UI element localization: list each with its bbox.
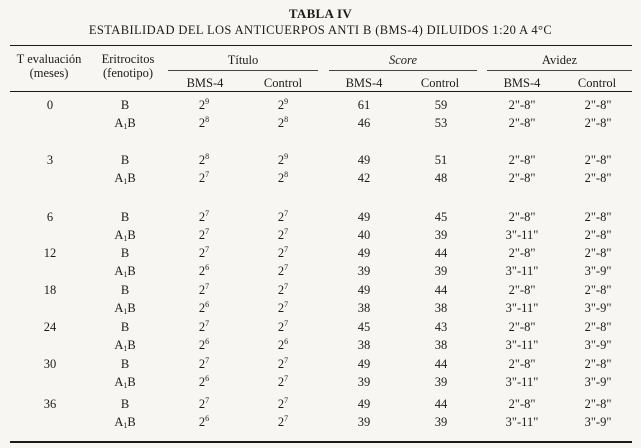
exponent: 9 xyxy=(205,97,210,106)
avidez-bms4-cell: 2"-8" xyxy=(508,357,536,371)
score-bms4-cell: 49 xyxy=(357,153,371,167)
header-score-bms4: BMS-4 xyxy=(345,76,383,90)
exponent: 7 xyxy=(205,227,210,236)
phenotype-subscript: 1 xyxy=(123,307,128,316)
titulo-bms4-cell: $2^7$ xyxy=(198,170,210,185)
phenotype-subscript: 1 xyxy=(123,234,128,243)
phenotype-subscript: 1 xyxy=(123,421,128,430)
score-control-cell: 44 xyxy=(434,283,448,297)
phenotype-cell: B xyxy=(120,98,130,112)
exponent: 6 xyxy=(205,300,210,309)
exponent: 7 xyxy=(284,209,289,218)
score-bms4-cell: 49 xyxy=(357,283,371,297)
titulo-control-cell: $2^7$ xyxy=(277,263,289,278)
score-bms4-cell: 49 xyxy=(357,246,371,260)
header-avidez: Avidez xyxy=(541,53,578,67)
avidez-bms4-cell: 3"-11" xyxy=(505,301,539,315)
months-cell: 12 xyxy=(43,246,57,260)
header-avidez-control: Control xyxy=(577,76,617,90)
avidez-control-cell: 3"-9" xyxy=(584,301,612,315)
exponent: 9 xyxy=(284,152,289,161)
score-control-cell: 45 xyxy=(434,210,448,224)
exponent: 8 xyxy=(284,170,289,179)
months-cell: 24 xyxy=(43,320,57,334)
phenotype-cell: B xyxy=(120,210,130,224)
score-control-cell: 48 xyxy=(434,171,448,185)
exponent: 6 xyxy=(205,414,210,423)
exponent: 7 xyxy=(284,414,289,423)
table-title: TABLA IV xyxy=(288,6,353,21)
header-score: Score xyxy=(389,53,417,67)
avidez-control-cell: 2"-8" xyxy=(584,397,612,411)
exponent: 8 xyxy=(205,115,210,124)
avidez-control-cell: 2"-8" xyxy=(584,320,612,334)
avidez-bms4-cell: 3"-11" xyxy=(505,264,539,278)
titulo-bms4-cell: $2^7$ xyxy=(198,356,210,371)
score-control-cell: 39 xyxy=(434,228,448,242)
avidez-bms4-cell: 2"-8" xyxy=(508,116,536,130)
phenotype-cell: $A_1B$ xyxy=(114,228,136,243)
exponent: 7 xyxy=(284,263,289,272)
avidez-bms4-cell: 2"-8" xyxy=(508,210,536,224)
exponent: 9 xyxy=(284,97,289,106)
header-t-evaluacion-line1: T evaluación xyxy=(16,52,82,66)
avidez-control-cell: 2"-8" xyxy=(584,98,612,112)
titulo-bms4-cell: $2^6$ xyxy=(198,263,210,278)
exponent: 7 xyxy=(205,170,210,179)
score-control-cell: 44 xyxy=(434,357,448,371)
avidez-control-cell: 2"-8" xyxy=(584,153,612,167)
score-control-cell: 38 xyxy=(434,338,448,352)
months-cell: 30 xyxy=(43,357,57,371)
titulo-control-cell: $2^7$ xyxy=(277,209,289,224)
score-bms4-cell: 40 xyxy=(357,228,371,242)
exponent: 7 xyxy=(284,374,289,383)
avidez-control-cell: 2"-8" xyxy=(584,357,612,371)
avidez-bms4-cell: 3"-11" xyxy=(505,375,539,389)
titulo-bms4-cell: $2^8$ xyxy=(198,152,210,167)
header-eritrocitos-line2: (fenotipo) xyxy=(103,66,153,80)
score-control-cell: 44 xyxy=(434,246,448,260)
phenotype-cell: B xyxy=(120,153,130,167)
avidez-control-cell: 3"-9" xyxy=(584,375,612,389)
exponent: 7 xyxy=(284,282,289,291)
exponent: 7 xyxy=(205,282,210,291)
titulo-control-cell: $2^7$ xyxy=(277,319,289,334)
exponent: 6 xyxy=(205,337,210,346)
titulo-bms4-cell: $2^9$ xyxy=(198,97,210,112)
exponent: 6 xyxy=(205,374,210,383)
titulo-control-cell: $2^7$ xyxy=(277,245,289,260)
exponent: 7 xyxy=(284,396,289,405)
phenotype-cell: $A_1B$ xyxy=(114,301,136,316)
avidez-control-cell: 3"-9" xyxy=(584,338,612,352)
phenotype-cell: B xyxy=(120,397,130,411)
score-bms4-cell: 39 xyxy=(357,264,371,278)
exponent: 7 xyxy=(205,356,210,365)
avidez-control-cell: 2"-8" xyxy=(584,283,612,297)
titulo-control-cell: $2^7$ xyxy=(277,300,289,315)
score-control-cell: 39 xyxy=(434,264,448,278)
titulo-bms4-cell: $2^6$ xyxy=(198,374,210,389)
avidez-bms4-cell: 2"-8" xyxy=(508,171,536,185)
score-control-cell: 38 xyxy=(434,301,448,315)
phenotype-subscript: 1 xyxy=(123,177,128,186)
titulo-control-cell: $2^6$ xyxy=(277,337,289,352)
titulo-bms4-cell: $2^7$ xyxy=(198,396,210,411)
titulo-control-cell: $2^8$ xyxy=(277,115,289,130)
titulo-control-cell: $2^7$ xyxy=(277,414,289,429)
phenotype-cell: $A_1B$ xyxy=(114,338,136,353)
score-bms4-cell: 45 xyxy=(357,320,371,334)
titulo-control-cell: $2^7$ xyxy=(277,227,289,242)
score-bms4-cell: 46 xyxy=(357,116,371,130)
phenotype-cell: $A_1B$ xyxy=(114,415,136,430)
exponent: 6 xyxy=(284,337,289,346)
avidez-control-cell: 2"-8" xyxy=(584,171,612,185)
avidez-bms4-cell: 3"-11" xyxy=(505,338,539,352)
score-bms4-cell: 42 xyxy=(357,171,371,185)
avidez-control-cell: 3"-9" xyxy=(584,264,612,278)
score-control-cell: 44 xyxy=(434,397,448,411)
titulo-bms4-cell: $2^6$ xyxy=(198,414,210,429)
titulo-bms4-cell: $2^8$ xyxy=(198,115,210,130)
avidez-bms4-cell: 3"-11" xyxy=(505,228,539,242)
months-cell: 3 xyxy=(46,153,54,167)
score-control-cell: 39 xyxy=(434,375,448,389)
header-eritrocitos-line1: Eritrocitos xyxy=(101,52,155,66)
phenotype-subscript: 1 xyxy=(123,270,128,279)
exponent: 7 xyxy=(284,300,289,309)
avidez-bms4-cell: 2"-8" xyxy=(508,283,536,297)
months-cell: 6 xyxy=(46,210,54,224)
months-cell: 18 xyxy=(43,283,57,297)
avidez-bms4-cell: 2"-8" xyxy=(508,246,536,260)
phenotype-subscript: 1 xyxy=(123,381,128,390)
phenotype-cell: B xyxy=(120,357,130,371)
phenotype-cell: B xyxy=(120,246,130,260)
avidez-control-cell: 2"-8" xyxy=(584,210,612,224)
score-control-cell: 39 xyxy=(434,415,448,429)
months-cell: 36 xyxy=(43,397,57,411)
header-avidez-bms4: BMS-4 xyxy=(503,76,541,90)
exponent: 7 xyxy=(284,319,289,328)
header-t-evaluacion-line2: (meses) xyxy=(29,66,69,80)
exponent: 8 xyxy=(284,115,289,124)
phenotype-subscript: 1 xyxy=(123,344,128,353)
exponent: 7 xyxy=(205,209,210,218)
score-control-cell: 51 xyxy=(434,153,448,167)
phenotype-cell: B xyxy=(120,320,130,334)
exponent: 7 xyxy=(205,245,210,254)
score-bms4-cell: 61 xyxy=(357,98,371,112)
titulo-bms4-cell: $2^7$ xyxy=(198,245,210,260)
titulo-control-cell: $2^7$ xyxy=(277,374,289,389)
score-control-cell: 59 xyxy=(434,98,448,112)
exponent: 7 xyxy=(284,245,289,254)
titulo-bms4-cell: $2^7$ xyxy=(198,227,210,242)
table-subtitle: ESTABILIDAD DEL LOS ANTICUERPOS ANTI B (BMS-4) DILUIDOS 1:20 A 4°C xyxy=(88,23,553,37)
titulo-control-cell: $2^8$ xyxy=(277,170,289,185)
header-titulo: Título xyxy=(227,53,259,67)
score-control-cell: 43 xyxy=(434,320,448,334)
score-bms4-cell: 39 xyxy=(357,375,371,389)
phenotype-cell: B xyxy=(120,283,130,297)
titulo-control-cell: $2^9$ xyxy=(277,97,289,112)
score-bms4-cell: 49 xyxy=(357,357,371,371)
phenotype-cell: $A_1B$ xyxy=(114,375,136,390)
avidez-bms4-cell: 3"-11" xyxy=(505,415,539,429)
exponent: 6 xyxy=(205,263,210,272)
score-bms4-cell: 38 xyxy=(357,301,371,315)
avidez-bms4-cell: 2"-8" xyxy=(508,153,536,167)
score-bms4-cell: 49 xyxy=(357,210,371,224)
exponent: 7 xyxy=(284,227,289,236)
phenotype-cell: $A_1B$ xyxy=(114,264,136,279)
avidez-bms4-cell: 2"-8" xyxy=(508,98,536,112)
exponent: 8 xyxy=(205,152,210,161)
titulo-control-cell: $2^7$ xyxy=(277,356,289,371)
phenotype-subscript: 1 xyxy=(123,122,128,131)
header-titulo-bms4: BMS-4 xyxy=(186,76,224,90)
titulo-control-cell: $2^7$ xyxy=(277,396,289,411)
avidez-bms4-cell: 2"-8" xyxy=(508,397,536,411)
avidez-control-cell: 3"-9" xyxy=(584,415,612,429)
avidez-control-cell: 2"-8" xyxy=(584,228,612,242)
titulo-control-cell: $2^7$ xyxy=(277,282,289,297)
avidez-bms4-cell: 2"-8" xyxy=(508,320,536,334)
header-score-control: Control xyxy=(420,76,460,90)
avidez-control-cell: 2"-8" xyxy=(584,116,612,130)
avidez-control-cell: 2"-8" xyxy=(584,246,612,260)
exponent: 7 xyxy=(205,396,210,405)
exponent: 7 xyxy=(284,356,289,365)
phenotype-cell: $A_1B$ xyxy=(114,116,136,131)
phenotype-cell: $A_1B$ xyxy=(114,171,136,186)
score-bms4-cell: 49 xyxy=(357,397,371,411)
header-titulo-control: Control xyxy=(263,76,303,90)
titulo-control-cell: $2^9$ xyxy=(277,152,289,167)
exponent: 7 xyxy=(205,319,210,328)
titulo-bms4-cell: $2^6$ xyxy=(198,337,210,352)
titulo-bms4-cell: $2^7$ xyxy=(198,209,210,224)
titulo-bms4-cell: $2^7$ xyxy=(198,319,210,334)
titulo-bms4-cell: $2^6$ xyxy=(198,300,210,315)
months-cell: 0 xyxy=(46,98,54,112)
titulo-bms4-cell: $2^7$ xyxy=(198,282,210,297)
score-bms4-cell: 39 xyxy=(357,415,371,429)
score-bms4-cell: 38 xyxy=(357,338,371,352)
score-control-cell: 53 xyxy=(434,116,448,130)
